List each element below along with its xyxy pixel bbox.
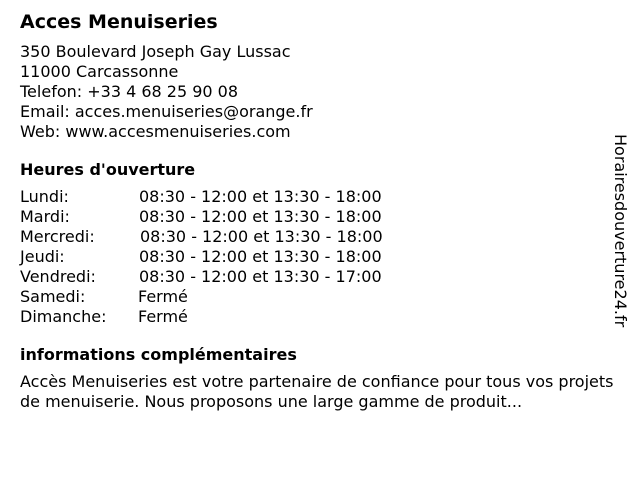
hours-row-saturday <box>20 287 620 307</box>
day-hours: 08:30 - 12:00 et 13:30 - 18:00 <box>139 187 382 206</box>
day-label: Lundi: <box>20 187 69 206</box>
day-hours: 08:30 - 12:00 et 13:30 - 18:00 <box>140 227 383 246</box>
day-label: Mercredi: <box>20 227 95 246</box>
business-card <box>20 8 620 412</box>
info-heading: informations complémentaires <box>20 345 297 364</box>
phone-line: Telefon: +33 4 68 25 90 08 <box>20 82 239 101</box>
site-watermark: Horairesdouverture24.fr <box>611 134 630 328</box>
day-label: Samedi: <box>20 287 86 306</box>
day-hours: 08:30 - 12:00 et 13:30 - 17:00 <box>139 267 382 286</box>
hours-row-thursday <box>20 247 620 267</box>
day-hours: Fermé <box>138 307 188 326</box>
hours-row-monday <box>20 187 620 207</box>
business-description: Accès Menuiseries est votre partenaire de confiance pour tous vos projets de menuiserie. Nous proposons une large gamme de produit... <box>20 372 614 411</box>
address-city: 11000 Carcassonne <box>20 62 179 81</box>
hours-heading: Heures d'ouverture <box>20 160 196 179</box>
hours-list <box>20 187 620 327</box>
day-label: Dimanche: <box>20 307 107 326</box>
day-label: Mardi: <box>20 207 70 226</box>
day-label: Vendredi: <box>20 267 96 286</box>
hours-row-tuesday <box>20 207 620 227</box>
hours-row-sunday <box>20 307 620 327</box>
hours-row-friday <box>20 267 620 287</box>
day-label: Jeudi: <box>20 247 65 266</box>
business-name: Acces Menuiseries <box>20 11 218 33</box>
web-line: Web: www.accesmenuiseries.com <box>20 122 291 141</box>
address-street: 350 Boulevard Joseph Gay Lussac <box>20 42 291 61</box>
day-hours: 08:30 - 12:00 et 13:30 - 18:00 <box>139 247 382 266</box>
day-hours: 08:30 - 12:00 et 13:30 - 18:00 <box>139 207 382 226</box>
day-hours: Fermé <box>138 287 188 306</box>
email-line: Email: acces.menuiseries@orange.fr <box>20 102 313 121</box>
hours-row-wednesday <box>20 227 620 247</box>
